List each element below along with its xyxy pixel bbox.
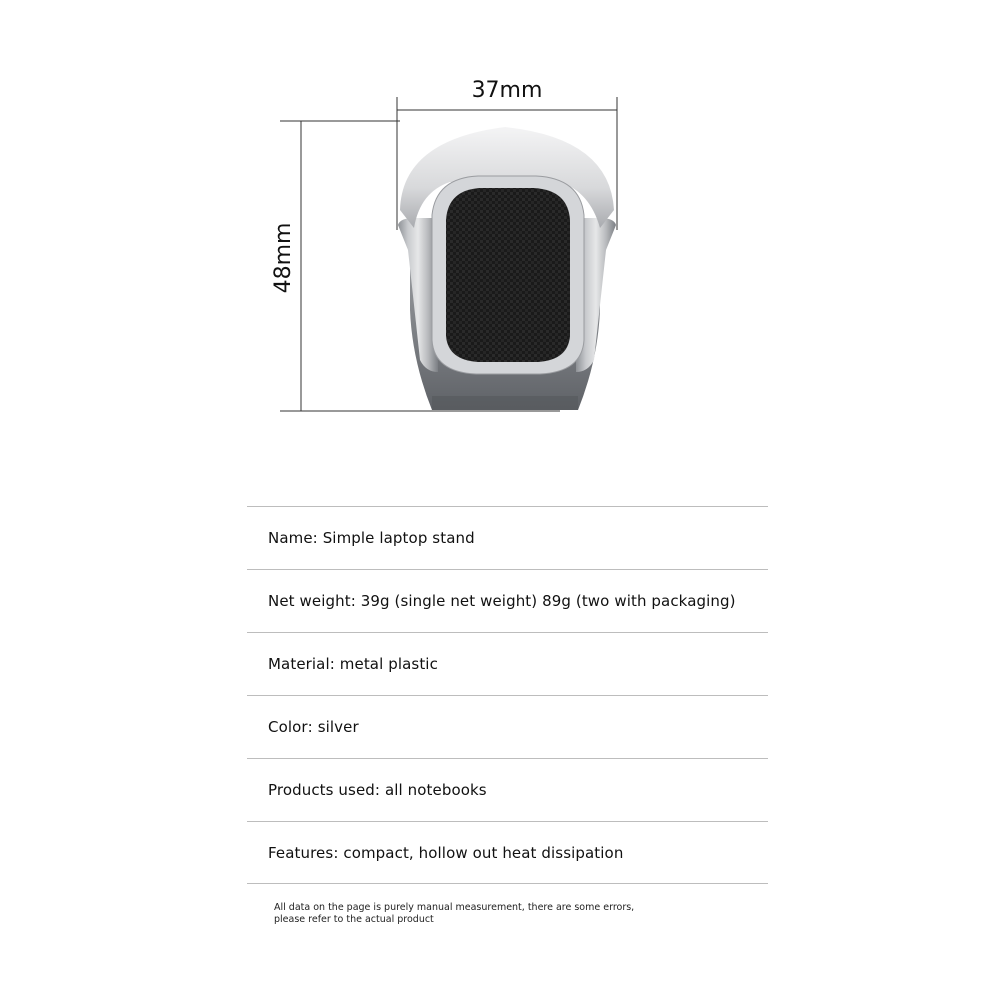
spec-value: metal plastic — [339, 655, 438, 673]
spec-row-net-weight: Net weight : 39g (single net weight) 89g (two with packaging) — [247, 569, 768, 632]
width-dimension-label: 37mm — [471, 78, 543, 103]
spec-key: Name — [268, 529, 313, 547]
measurement-disclaimer — [274, 902, 754, 926]
spec-row-products-used: Products used : all notebooks — [247, 758, 768, 821]
disclaimer-line-2: please refer to the actual product — [274, 914, 434, 925]
product-dimension-figure — [0, 0, 1001, 470]
height-dimension-label: 48mm — [271, 222, 296, 294]
spec-key: Net weight — [268, 592, 351, 610]
spec-value: silver — [317, 718, 359, 736]
dimension-drawing — [0, 0, 1001, 470]
laptop-stand-icon — [398, 127, 616, 410]
spec-row-color: Color : silver — [247, 695, 768, 758]
spec-key: Features — [268, 843, 334, 862]
spec-value: compact, hollow out heat dissipation — [343, 843, 624, 862]
disclaimer-line-1: All data on the page is purely manual measurement, there are some errors, — [274, 902, 635, 913]
spec-row-features: Features : compact, hollow out heat dissipation — [247, 821, 768, 884]
spec-value: all notebooks — [384, 781, 487, 799]
spec-key: Color — [268, 718, 308, 736]
spec-value: 39g (single net weight) 89g (two with packaging) — [360, 592, 736, 610]
spec-row-material: Material : metal plastic — [247, 632, 768, 695]
spec-value: Simple laptop stand — [322, 529, 475, 547]
spec-key: Material — [268, 655, 330, 673]
spec-table — [247, 506, 768, 884]
spec-row-name: Name : Simple laptop stand — [247, 506, 768, 569]
spec-key: Products used — [268, 781, 375, 799]
